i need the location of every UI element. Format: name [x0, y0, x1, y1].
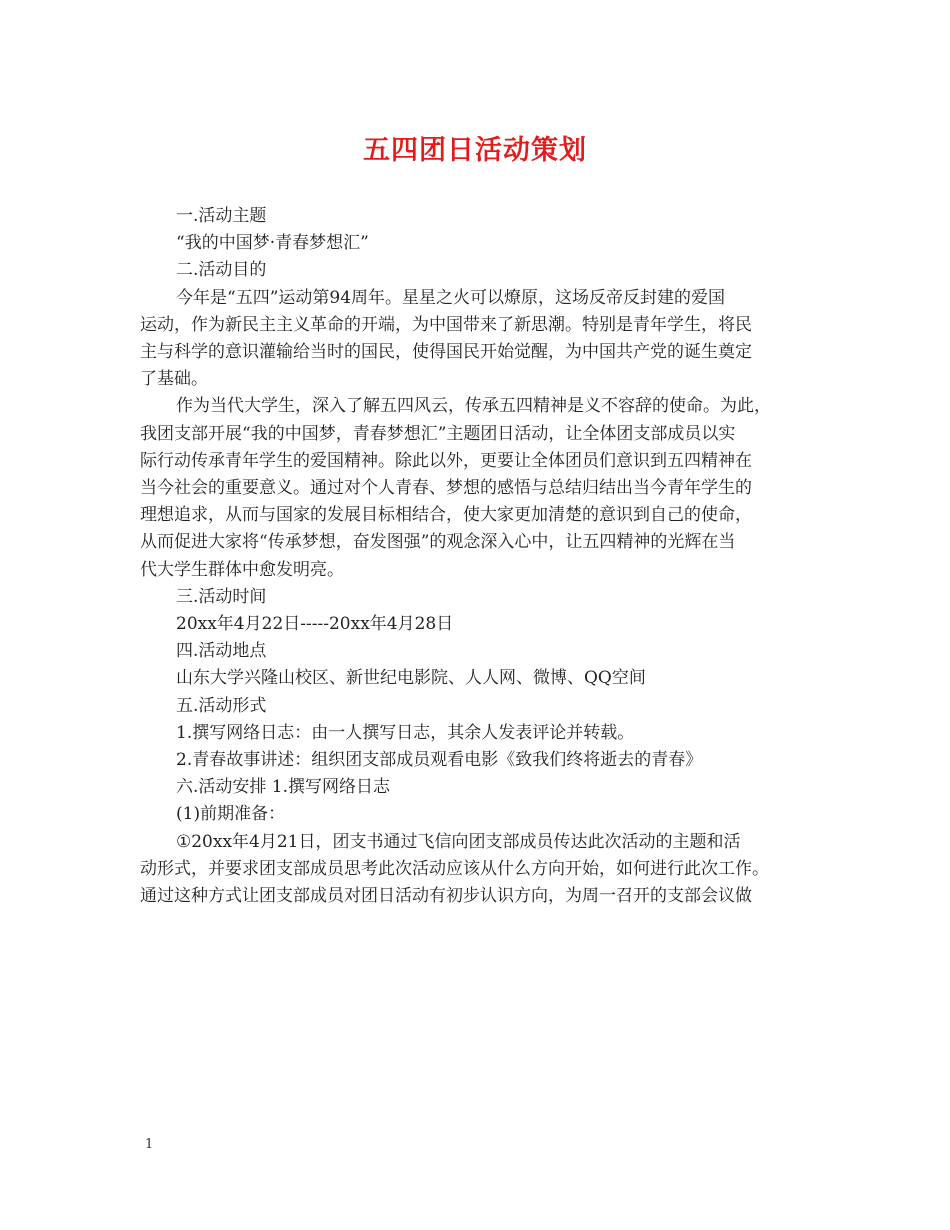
body-line: 山东大学兴隆山校区、新世纪电影院、人人网、微博、QQ空间 — [176, 668, 646, 689]
body-line: 1.撰写网络日志：由一人撰写日志，其余人发表评论并转载。 — [176, 722, 635, 743]
body-line: 今年是“五四”运动第94周年。星星之火可以燎原，这场反帝反封建的爱国 — [176, 287, 726, 308]
body-line: 我团支部开展“我的中国梦，青春梦想汇”主题团日活动，让全体团支部成员以实 — [140, 423, 736, 444]
body-line: 四.活动地点 — [176, 641, 267, 662]
body-line: 代大学生群体中愈发明亮。 — [140, 559, 344, 580]
body-line: 理想追求，从而与国家的发展目标相结合，使大家更加清楚的意识到自己的使命， — [140, 505, 752, 526]
body-line: ①20xx年4月21日，团支书通过飞信向团支部成员传达此次活动的主题和活 — [176, 831, 741, 852]
document-title: 五四团日活动策划 — [363, 135, 587, 166]
body-line: 五.活动形式 — [176, 695, 267, 716]
body-line: 二.活动目的 — [176, 260, 267, 281]
body-line: 了基础。 — [140, 369, 208, 390]
body-line: 动形式，并要求团支部成员思考此次活动应该从什么方向开始，如何进行此次工作。 — [140, 858, 769, 879]
document-body — [140, 203, 812, 910]
body-line: 从而促进大家将“传承梦想，奋发图强”的观念深入心中，让五四精神的光辉在当 — [140, 532, 736, 553]
page-number: 1 — [145, 1137, 154, 1152]
body-line: (1)前期准备： — [176, 804, 286, 825]
body-line: 当今社会的重要意义。通过对个人青春、梦想的感悟与总结归结出当今青年学生的 — [140, 478, 752, 499]
body-line: 主与科学的意识灌输给当时的国民，使得国民开始觉醒，为中国共产党的诞生奠定 — [140, 342, 752, 363]
body-line: 六.活动安排 1.撰写网络日志 — [176, 777, 391, 798]
body-line: 2.青春故事讲述：组织团支部成员观看电影《致我们终将逝去的青春》 — [176, 750, 703, 771]
body-line: 通过这种方式让团支部成员对团日活动有初步认识方向，为周一召开的支部会议做 — [140, 886, 752, 907]
body-line: “我的中国梦·青春梦想汇” — [176, 233, 369, 254]
body-line: 三.活动时间 — [176, 586, 267, 607]
body-line: 运动，作为新民主主义革命的开端，为中国带来了新思潮。特别是青年学生，将民 — [140, 314, 752, 335]
body-line: 20xx年4月22日-----20xx年4月28日 — [176, 614, 454, 635]
body-line: 作为当代大学生，深入了解五四风云，传承五四精神是义不容辞的使命。为此， — [176, 396, 771, 417]
body-line: 一.活动主题 — [176, 206, 267, 226]
body-line: 际行动传承青年学生的爱国精神。除此以外，更要让全体团员们意识到五四精神在 — [140, 450, 752, 471]
